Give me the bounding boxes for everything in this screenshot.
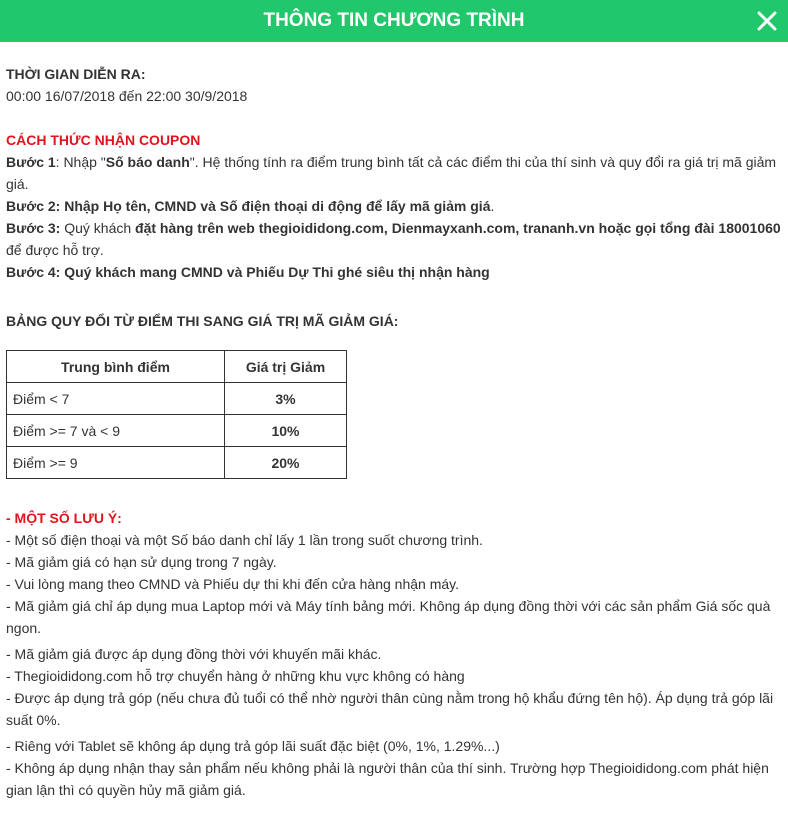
note-item: - Được áp dụng trả góp (nếu chưa đủ tuổi có thể nhờ người thân cùng nằm trong hộ khẩu đứng tên hộ). Áp dụng trả góp lãi suất 0%. — [6, 690, 774, 728]
note-item: - Mã giảm giá được áp dụng đồng thời với khuyến mãi khác. — [6, 646, 382, 662]
table-row: Điểm < 7 3% — [7, 383, 347, 415]
col-header-discount: Giá trị Giảm — [225, 351, 347, 383]
table-row: Điểm >= 9 20% — [7, 447, 347, 479]
time-label: THỜI GIAN DIỄN RA: — [6, 66, 146, 82]
note-item: - Mã giảm giá chỉ áp dụng mua Laptop mới và Máy tính bảng mới. Không áp dụng đồng thời với các sản phẩm Giá sốc quà ngon. — [6, 598, 771, 636]
step-4: Bước 4: Quý khách mang CMND và Phiếu Dự Thi ghé siêu thị nhận hàng — [6, 264, 490, 280]
note-item: - Không áp dụng nhận thay sản phẩm nếu không phải là người thân của thí sinh. Trường hợp Thegioididong.com phát hiện gian lận thì có quyền hủy mã giảm giá. — [6, 760, 769, 798]
conversion-table — [6, 350, 347, 479]
note-item: - Vui lòng mang theo CMND và Phiếu dự thi khi đến cửa hàng nhận máy. — [6, 576, 459, 592]
notes-title: - MỘT SỐ LƯU Ý: — [6, 510, 122, 526]
note-item: - Một số điện thoại và một Số báo danh chỉ lấy 1 lần trong suốt chương trình. — [6, 532, 483, 548]
modal-title: THÔNG TIN CHƯƠNG TRÌNH — [263, 10, 525, 31]
note-item: - Riêng với Tablet sẽ không áp dụng trả góp lãi suất đặc biệt (0%, 1%, 1.29%...) — [6, 738, 500, 754]
note-item: - Mã giảm giá có hạn sử dụng trong 7 ngày. — [6, 554, 277, 570]
step-1: Bước 1: Nhập "Số báo danh". Hệ thống tính ra điểm trung bình tất cả các điểm thi của thí sinh và quy đổi ra giá trị mã giảm giá. — [6, 154, 777, 192]
table-row: Điểm >= 7 và < 9 10% — [7, 415, 347, 447]
col-header-score: Trung bình điểm — [7, 351, 225, 383]
table-title: BẢNG QUY ĐỔI TỪ ĐIỂM THI SANG GIÁ TRỊ MÃ GIẢM GIÁ: — [6, 313, 399, 329]
note-item: - Thegioididong.com hỗ trợ chuyển hàng ở những khu vực không có hàng — [6, 668, 465, 684]
close-icon — [754, 0, 780, 42]
modal-header — [0, 0, 788, 42]
close-button[interactable] — [754, 0, 780, 42]
table-header-row — [7, 351, 347, 383]
modal-body — [6, 63, 782, 801]
coupon-title: CÁCH THỨC NHẬN COUPON — [6, 132, 201, 148]
step-2: Bước 2: Nhập Họ tên, CMND và Số điện thoại di động để lấy mã giảm giá. — [6, 198, 495, 214]
step-3: Bước 3: Quý khách đặt hàng trên web thegioididong.com, Dienmayxanh.com, trananh.vn hoặc gọi tổng đài 18001060 để được hỗ trợ. — [6, 220, 781, 258]
time-value: 00:00 16/07/2018 đến 22:00 30/9/2018 — [6, 88, 248, 104]
